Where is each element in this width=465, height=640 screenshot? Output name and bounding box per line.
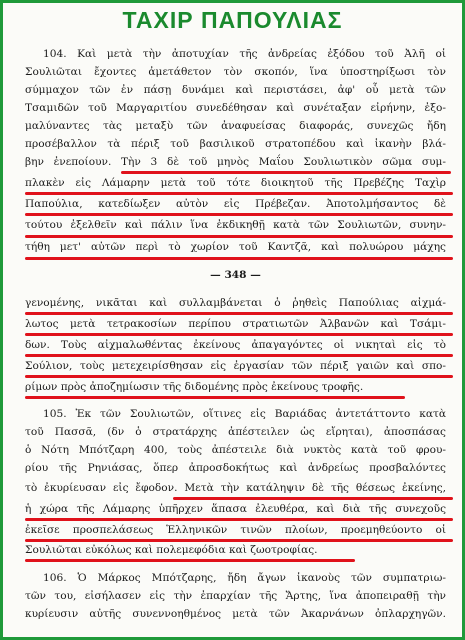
text-line: βην ἐνεποίουν. Τὴν 3 δὲ τοῦ μηνὸς Μαΐου Σουλιωτικὸν σῶμα συμ- xyxy=(25,156,446,168)
text-line: Παπούλια, κατεδίωξεν αὐτὸν εἰς Πρέβεζαν. Ἀποτολμήσαντος δὲ xyxy=(25,198,446,210)
red-underline xyxy=(25,192,453,195)
text-line: Σούλιον, τοὺς μετεχειρίσθησαν εἰς ἐργασίαν τῶν πέριξ γαιῶν καὶ σπο- xyxy=(25,360,446,372)
text-line: τὸ ἐκυρίευσαν εἰς ἔφοδον. Μετὰ τὴν κατάληψιν δὲ τῆς θέσεως ἐκείνης, xyxy=(25,482,446,494)
text-line: δων. Τοὺς αἰχμαλωθέντας ἐκείνους ἀπαγαγόντες οἱ νικηταὶ εἰς τὸ xyxy=(25,339,446,351)
text-line: μαλύναντες τὰς μεταξὺ τῶν ἀναφυείσας διαφοράς, συνεχῶς ἤδη xyxy=(25,120,446,132)
text-line: ἐκεῖσε προσπελάσεως Ἑλληνικῶν τινῶν πλοίων, προεμηθεύοντο οἱ xyxy=(25,524,446,536)
text-line: τήθη μετ' αὐτῶν περὶ τὸ χωρίον τοῦ Καντζᾶ, καὶ πολυώρου μάχης xyxy=(25,241,446,253)
red-underline xyxy=(25,539,453,542)
text-line: ἡ χώρα τῆς Λάμαρης ὑπῆρχεν ἅπασα ἐλευθέρα, καὶ διὰ τῆς συνεχοῦς xyxy=(25,503,446,515)
red-underline xyxy=(25,312,453,315)
text-line: ρίμων πρὸς ἀποζημίωσιν τῆς διδομένης πρὸς ἐκείνους τροφῆς. xyxy=(25,381,364,393)
red-underline xyxy=(25,518,453,521)
page-number: — 348 — xyxy=(210,269,261,281)
text-line: κυρίευσιν αὐτῆς συνεννοηθμένος μετὰ τῶν Ἀκαρνάνων ὀπλαρχηγῶν. xyxy=(25,608,446,620)
text-line: 104. Καὶ μετὰ τὴν ἀποτυχίαν τῆς ἀνδρείας ἐξόδου τοῦ Ἀλῆ οἱ xyxy=(43,48,446,60)
text-line: 105. Ἐκ τῶν Σουλιωτῶν, οἵτινες εἰς Βαριάδας ἀντετάττοντο κατὰ xyxy=(43,408,446,420)
text-line: τούτου ἐξελθεῖν καὶ πάλιν ἵνα ἐκδικηθῇ κατὰ τῶν Σουλιωτῶν, συνην- xyxy=(25,219,446,231)
red-underline xyxy=(25,257,453,260)
red-underline xyxy=(25,375,453,378)
text-line: ρίου τῆς Ρηνιάσας, ὅπερ ἀπροσδοκήτως καὶ ἀνδρείως προσβαλόντες xyxy=(25,462,446,474)
text-line: 106. Ὁ Μάρκος Μπότζαρης, ἤδη ἄγων ἱκανοὺς τῶν συμπατριω- xyxy=(43,572,446,584)
text-line: σύμμαχον τῶν ἐν πάσῃ δυνάμει καὶ περιστάσει, ἀφ' οὗ μετὰ τῶν xyxy=(25,84,446,96)
text-line: προσέβαλλον τὰ πέριξ τοῦ βασιλικοῦ στρατοπέδου καὶ ἱκανὴν βλά- xyxy=(25,138,446,150)
page-title: ΤΑΧΙΡ ΠΑΠΟΥΛΙΑΣ xyxy=(122,7,343,33)
text-line: τῶν του, εἰσήλασεν εἰς τὴν ἐπαρχίαν τῆς Ἄρτης, ἵνα ἀποπειραθῇ τὴν xyxy=(25,590,446,602)
red-underline xyxy=(25,396,405,399)
red-underline xyxy=(121,171,451,174)
text-line: ὁ Νότη Μπότζαρη 400, τοὺς ἀπέστειλε διὰ νυκτὸς κατὰ τοῦ φρου- xyxy=(25,444,446,456)
red-underline xyxy=(25,213,453,216)
text-line: Τσαμιδῶν τοῦ Μαργαριτίου συνεδέθησαν καὶ συνέταξαν εἰρήνην, ἐξο- xyxy=(25,102,446,114)
red-underline xyxy=(173,497,453,500)
text-line: λωτος μετὰ τετρακοσίων περίπου στρατιωτῶν Ἀλβανῶν καὶ Τσάμι- xyxy=(25,318,446,330)
text-line: τοῦ Πασσᾶ, (δν ὁ στρατάρχης ἀπέστειλεν ὡς εἴρηται), ἀποσπάσας xyxy=(25,426,446,438)
red-underline xyxy=(25,235,453,238)
text-line: πλακὲν εἰς Λάμαρην μετὰ τοῦ τότε διοικητοῦ τῆς Πρεβέζης Ταχὶρ xyxy=(25,177,446,189)
red-underline xyxy=(25,333,453,336)
text-line: γενομένης, νικᾶται καὶ συλλαμβάνεται ὁ ῥηθεὶς Παπούλιας αἰχμά- xyxy=(25,297,446,309)
red-underline xyxy=(25,354,453,357)
red-underline xyxy=(25,559,355,562)
text-line: Σουλιῶται ἔχοντες ἀμετάθετον τὸν σκοπόν, ἵνα ὑποστηρίξωσι τὸν xyxy=(25,66,446,78)
text-line: Σουλιῶται εὐκόλως καὶ πολεμεφόδια καὶ ζωοτροφίας. xyxy=(25,544,318,556)
